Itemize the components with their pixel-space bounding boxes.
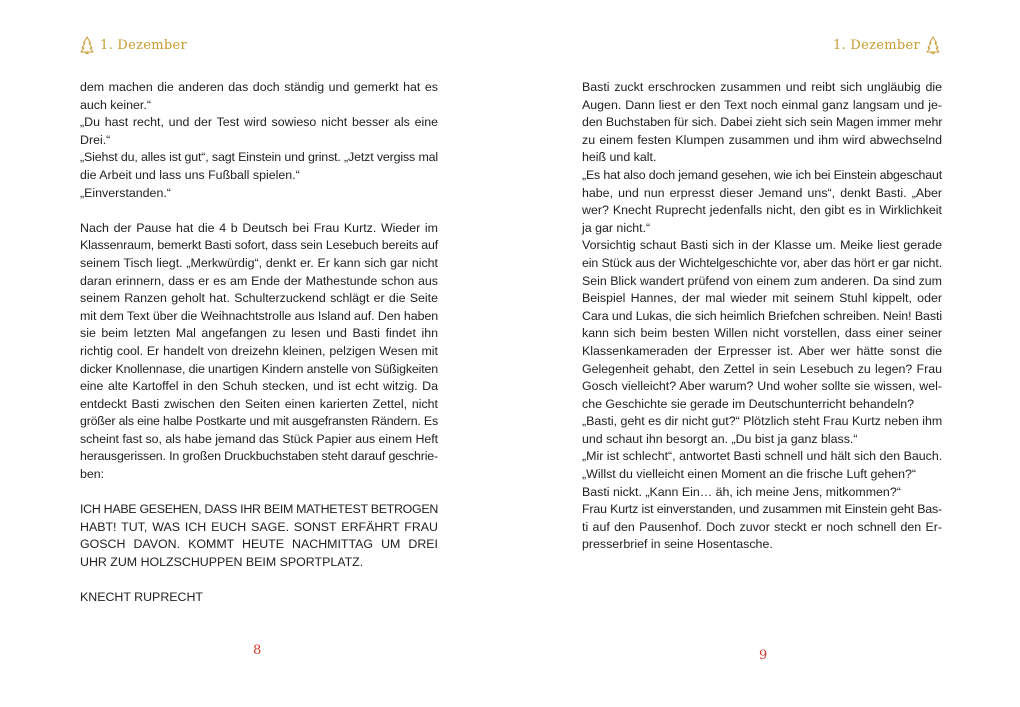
text-line: habe, und nun erpresst dieser Jemand uns“, denkt Basti. „Aber — [582, 185, 942, 200]
text-line: dicker Knollennase, die unartigen Kindern anstelle von Süßigkeiten — [80, 361, 438, 376]
christmas-tree-icon — [926, 36, 940, 54]
text-line: HABT! TUT, WAS ICH EUCH SAGE. SONST ERFÄHRT FRAU — [80, 519, 438, 534]
text-line: ein Stück aus der Wichtelgeschichte vor, aber das hört er gar nicht. — [582, 255, 942, 270]
text-line: entdeckt Basti zwischen den Seiten einen karierten Zettel, nicht — [80, 396, 438, 411]
text-line: seinem Ranzen geholt hat. Schulterzuckend schlägt er die Seite — [80, 291, 438, 306]
body-text-right — [582, 79, 942, 554]
text-line: Frau Kurtz ist einverstanden, und zusammen mit Einstein geht Bas- — [582, 502, 942, 517]
text-line: „Willst du vielleicht einen Moment an die frische Luft gehen?“ — [582, 467, 917, 482]
page-number: 8 — [253, 643, 262, 658]
text-line: größer als eine halbe Postkarte und mit ausgefransten Rändern. Es — [80, 414, 438, 429]
text-line: Cara und Lukas, die sich heimlich Briefchen schreiben. Nein! Basti — [582, 308, 943, 323]
text-line: heiß und kalt. — [582, 150, 657, 165]
text-line: kann sich beim besten Willen nicht vorstellen, dass einer seiner — [582, 326, 942, 341]
text-line: Nach der Pause hat die 4 b Deutsch bei Frau Kurtz. Wieder im — [80, 220, 438, 235]
text-line: Gosch vielleicht? Aber warum? Und woher sollte sie wissen, wel- — [582, 379, 942, 394]
christmas-tree-icon — [80, 36, 94, 54]
text-line: die Arbeit und lass uns Fußball spielen.“ — [80, 167, 300, 182]
text-line: den Buchstaben für sich. Dabei zieht sich sein Magen immer mehr — [582, 115, 943, 130]
text-line: mit dem Text über die Weihnachtstrolle aus Island auf. Den haben — [80, 308, 439, 323]
text-line: „Einverstanden.“ — [80, 185, 171, 200]
text-line: auch keiner.“ — [80, 97, 151, 112]
text-line: eine alte Kartoffel in den Schuh stecken, und ist echt witzig. Da — [80, 379, 438, 394]
text-line: Klassenkameraden der Erpresser ist. Aber wer hätte sonst die — [582, 343, 942, 358]
text-line: GOSCH DAVON. KOMMT HEUTE NACHMITTAG UM DREI — [80, 537, 438, 552]
text-line: Basti zuckt erschrocken zusammen und reibt sich ungläubig die — [582, 80, 942, 94]
text-line: „Es hat also doch jemand gesehen, wie ich bei Einstein abgeschaut — [582, 167, 942, 182]
text-line: Drei.“ — [80, 132, 111, 147]
right-page — [510, 0, 1020, 707]
text-line: seinem Tisch liegt. „Merkwürdig“, denkt er. Er kann sich gar nicht — [80, 255, 438, 270]
text-line: ja gar nicht.“ — [582, 220, 651, 235]
page-number: 9 — [759, 648, 768, 663]
text-line: Beispiel Hannes, der mal wieder mit seinem Stuhl kippelt, oder — [582, 291, 942, 306]
text-line: sie beim letzten Mal angefangen zu lesen und Basti findet ihn — [80, 326, 438, 341]
text-line: Augen. Dann liest er den Text noch einmal ganz langsam und je- — [582, 97, 942, 112]
body-text-left — [80, 79, 438, 607]
text-line: „Du hast recht, und der Test wird sowieso nicht besser als eine — [80, 115, 438, 130]
text-line: presserbrief in seine Hosentasche. — [582, 537, 773, 552]
text-line: „Siehst du, alles ist gut“, sagt Einstein und grinst. „Jetzt vergiss mal — [80, 150, 438, 165]
paragraph-gap — [80, 202, 438, 220]
text-line: ICH HABE GESEHEN, DASS IHR BEIM MATHETEST BETROGEN — [80, 502, 439, 517]
text-line: daran erinnern, dass er es am Ende der Mathestunde schon aus — [80, 273, 438, 288]
text-line: Sein Blick wandert prüfend von einem zum anderen. Da sind zum — [582, 273, 942, 288]
text-line: che Geschichte sie gerade im Deutschunterricht behandeln? — [582, 396, 914, 411]
text-line: Vorsichtig schaut Basti sich in der Klasse um. Meike liest gerade — [582, 238, 942, 253]
text-line: Gelegenheit gehabt, den Zettel in sein Lesebuch zu legen? Frau — [582, 361, 942, 376]
text-line: ti auf den Pausenhof. Doch zuvor steckt er noch schnell den Er- — [582, 519, 942, 534]
paragraph-gap — [80, 572, 438, 590]
text-line: richtig cool. Er handelt von dreizehn kleinen, pelzigen Wesen mit — [80, 343, 438, 358]
text-line: „Basti, geht es dir nicht gut?“ Plötzlich steht Frau Kurtz neben ihm — [582, 414, 943, 429]
running-head-left — [80, 36, 187, 54]
text-line: ben: — [80, 467, 105, 482]
text-line: „Mir ist schlecht“, antwortet Basti schnell und hält sich den Bauch. — [582, 449, 943, 464]
text-line: zu einem festen Klumpen zusammen und ihm wird abwechselnd — [582, 132, 942, 147]
chapter-title: 1. Dezember — [100, 37, 188, 53]
text-line: herausgerissen. In großen Druckbuchstaben steht darauf geschrie- — [80, 449, 438, 464]
text-line: Klassenraum, bemerkt Basti sofort, dass sein Lesebuch bereits auf — [80, 238, 439, 253]
paragraph-gap — [80, 484, 438, 502]
text-line: dem machen die anderen das doch ständig und gemerkt hat es — [80, 80, 438, 94]
text-line: und schaut ihn besorgt an. „Du bist ja ganz blass.“ — [582, 431, 858, 446]
text-line: scheint fast so, als habe jemand das Stück Papier aus einem Heft — [80, 431, 438, 446]
text-line: KNECHT RUPRECHT — [80, 590, 203, 605]
text-line: Basti nickt. „Kann Ein… äh, ich meine Jens, mitkommen?“ — [582, 484, 901, 499]
text-line: UHR ZUM HOLZSCHUPPEN BEIM SPORTPLATZ. — [80, 555, 364, 570]
running-head-right — [833, 36, 940, 54]
chapter-title: 1. Dezember — [832, 37, 920, 53]
text-line: wer? Knecht Ruprecht jedenfalls nicht, den gibt es in Wirklichkeit — [582, 203, 942, 218]
